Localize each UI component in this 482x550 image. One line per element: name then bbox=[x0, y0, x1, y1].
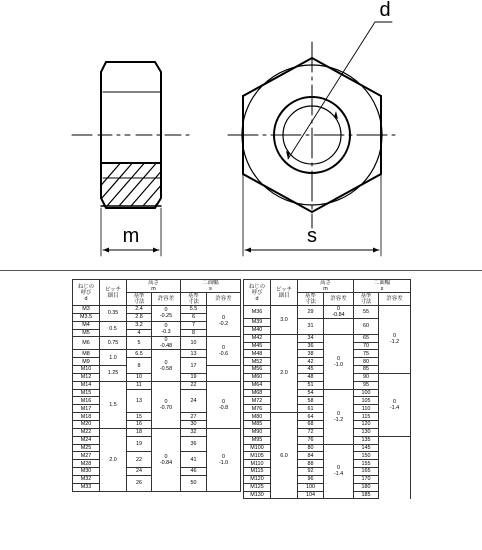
thread-name: M33 bbox=[73, 483, 100, 491]
m-base: 80 bbox=[298, 444, 324, 452]
m-base: 45 bbox=[298, 366, 324, 374]
thread-name: M18 bbox=[73, 413, 100, 421]
m-tol: 0 -0.84 bbox=[324, 306, 354, 319]
s-tol: 0 -1.0 bbox=[207, 428, 241, 491]
s-base: 6 bbox=[181, 313, 207, 321]
pitch-cell: 0.75 bbox=[100, 337, 127, 350]
s-base: 80 bbox=[354, 358, 379, 366]
thread-name: M105 bbox=[244, 452, 271, 460]
s-base: 170 bbox=[354, 475, 379, 483]
thread-name: M14 bbox=[73, 381, 100, 389]
m-base: 6.5 bbox=[127, 350, 152, 358]
thread-name: M22 bbox=[73, 428, 100, 436]
s-base: 70 bbox=[354, 342, 379, 350]
m-base: 58 bbox=[298, 397, 324, 405]
s-base: 27 bbox=[181, 413, 207, 421]
m-base: 64 bbox=[298, 413, 324, 421]
thread-name: M3.5 bbox=[73, 313, 100, 321]
m-tol: 0 -0.25 bbox=[152, 306, 181, 322]
m-tol: 0 -0.70 bbox=[152, 381, 181, 428]
thread-name: M39 bbox=[244, 319, 271, 327]
thread-name: M9 bbox=[73, 358, 100, 366]
section-divider bbox=[0, 270, 482, 271]
thread-name: M4 bbox=[73, 321, 100, 329]
s-base: 10 bbox=[181, 337, 207, 350]
s-tol: 0 -0.8 bbox=[207, 381, 241, 428]
header-m-tol: 許容差 bbox=[324, 293, 354, 306]
table-row bbox=[73, 381, 241, 389]
thread-name: M60 bbox=[244, 373, 271, 381]
m-base: 38 bbox=[298, 350, 324, 358]
s-base: 60 bbox=[354, 319, 379, 335]
thread-name: M12 bbox=[73, 373, 100, 381]
m-base: 92 bbox=[298, 468, 324, 476]
s-tol: 0 -1.2 bbox=[379, 306, 411, 374]
m-base: 72 bbox=[298, 428, 324, 436]
pitch-cell: 1.5 bbox=[100, 381, 127, 428]
thread-name: M68 bbox=[244, 389, 271, 397]
s-base: 135 bbox=[354, 436, 379, 444]
header-pitch: ピッチ 細目 bbox=[271, 280, 298, 306]
s-base: 24 bbox=[181, 389, 207, 413]
table-row bbox=[73, 306, 241, 314]
header-s-tol: 許容差 bbox=[207, 293, 241, 306]
thread-name: M130 bbox=[244, 491, 271, 499]
m-base: 31 bbox=[298, 319, 324, 335]
thread-name: M42 bbox=[244, 334, 271, 342]
s-base: 165 bbox=[354, 468, 379, 476]
m-base: 16 bbox=[127, 420, 152, 428]
s-base: 8 bbox=[181, 329, 207, 337]
thread-name: M6 bbox=[73, 337, 100, 350]
thread-name: M95 bbox=[244, 436, 271, 444]
m-tol: 0 -1.0 bbox=[324, 334, 354, 389]
m-base: 5 bbox=[127, 337, 152, 350]
pitch-cell: 1.0 bbox=[100, 350, 127, 366]
s-base: 36 bbox=[181, 436, 207, 452]
s-base: 150 bbox=[354, 452, 379, 460]
s-base: 100 bbox=[354, 389, 379, 397]
m-tol: 0 -0.58 bbox=[152, 350, 181, 381]
m-base: 2.4 bbox=[127, 306, 152, 314]
s-base: 180 bbox=[354, 483, 379, 491]
pitch-cell: 0.5 bbox=[100, 321, 127, 337]
m-base: 18 bbox=[127, 428, 152, 436]
thread-name: M125 bbox=[244, 483, 271, 491]
s-base: 130 bbox=[354, 428, 379, 436]
m-base: 68 bbox=[298, 420, 324, 428]
m-base: 88 bbox=[298, 460, 324, 468]
m-base: 8 bbox=[127, 358, 152, 374]
s-base: 13 bbox=[181, 350, 207, 358]
m-tol bbox=[324, 319, 354, 335]
m-base: 3.2 bbox=[127, 321, 152, 329]
thread-name: M120 bbox=[244, 475, 271, 483]
m-base: 2.8 bbox=[127, 313, 152, 321]
header-m-base: 基準 寸法 bbox=[127, 293, 152, 306]
s-base: 110 bbox=[354, 405, 379, 413]
thread-name: M10 bbox=[73, 366, 100, 374]
thread-name: M48 bbox=[244, 350, 271, 358]
m-base: 48 bbox=[298, 373, 324, 381]
header-height: 高さ m bbox=[127, 280, 181, 293]
thread-name: M20 bbox=[73, 420, 100, 428]
s-base: 75 bbox=[354, 350, 379, 358]
m-tol: 0 -1.4 bbox=[324, 444, 354, 499]
thread-name: M80 bbox=[244, 413, 271, 421]
table-row bbox=[244, 444, 411, 452]
header-width: 二面幅 s bbox=[181, 280, 241, 293]
thread-name: M115 bbox=[244, 468, 271, 476]
hex-nut-drawing bbox=[0, 0, 482, 270]
m-base: 34 bbox=[298, 334, 324, 342]
header-m-tol: 許容差 bbox=[152, 293, 181, 306]
thread-name: M72 bbox=[244, 397, 271, 405]
label-d: d bbox=[379, 0, 391, 21]
thread-name: M100 bbox=[244, 444, 271, 452]
s-base: 22 bbox=[181, 381, 207, 389]
m-base: 13 bbox=[127, 389, 152, 413]
thread-name: M64 bbox=[244, 381, 271, 389]
s-base: 55 bbox=[354, 306, 379, 319]
m-base: 61 bbox=[298, 405, 324, 413]
thread-name: M30 bbox=[73, 468, 100, 476]
m-tol: 0 -0.84 bbox=[152, 428, 181, 491]
m-base: 54 bbox=[298, 389, 324, 397]
s-base: 32 bbox=[181, 428, 207, 436]
m-base: 4 bbox=[127, 329, 152, 337]
m-base: 51 bbox=[298, 381, 324, 389]
thread-name: M3 bbox=[73, 306, 100, 314]
s-base: 145 bbox=[354, 444, 379, 452]
pitch-cell: 2.0 bbox=[271, 334, 298, 412]
s-base: 5.5 bbox=[181, 306, 207, 314]
thread-name: M17 bbox=[73, 405, 100, 413]
thread-name: M24 bbox=[73, 436, 100, 444]
s-base: 65 bbox=[354, 334, 379, 342]
pitch-cell: 3.0 bbox=[271, 306, 298, 335]
m-base: 36 bbox=[298, 342, 324, 350]
table-row bbox=[73, 428, 241, 436]
header-s-base: 基準 寸法 bbox=[181, 293, 207, 306]
thread-name: M110 bbox=[244, 460, 271, 468]
thread-name: M28 bbox=[73, 460, 100, 468]
s-base: 30 bbox=[181, 420, 207, 428]
header-m-base: 基準 寸法 bbox=[298, 293, 324, 306]
thread-name: M27 bbox=[73, 452, 100, 460]
s-base: 105 bbox=[354, 397, 379, 405]
s-base: 120 bbox=[354, 420, 379, 428]
m-base: 100 bbox=[298, 483, 324, 491]
spec-table-right bbox=[243, 279, 411, 499]
s-base: 41 bbox=[181, 452, 207, 468]
pitch-cell: 0.35 bbox=[100, 306, 127, 322]
thread-name: M90 bbox=[244, 428, 271, 436]
m-base: 24 bbox=[127, 468, 152, 476]
s-tol: 0 -0.6 bbox=[207, 337, 241, 366]
m-tol: 0 -1.2 bbox=[324, 389, 354, 444]
header-s-base: 基準 寸法 bbox=[354, 293, 379, 306]
s-base: 7 bbox=[181, 321, 207, 329]
nut-front-view bbox=[228, 22, 395, 256]
header-thread-name: ねじの 呼び d bbox=[73, 280, 100, 306]
label-s: s bbox=[307, 225, 317, 247]
thread-name: M8 bbox=[73, 350, 100, 358]
thread-name: M56 bbox=[244, 366, 271, 374]
header-thread-name: ねじの 呼び d bbox=[244, 280, 271, 306]
thread-name: M52 bbox=[244, 358, 271, 366]
pitch-cell: 6.0 bbox=[271, 413, 298, 499]
m-base: 26 bbox=[127, 475, 152, 491]
pitch-cell: 1.25 bbox=[100, 366, 127, 382]
s-base: 90 bbox=[354, 373, 379, 381]
m-base: 19 bbox=[127, 436, 152, 452]
s-base: 155 bbox=[354, 460, 379, 468]
s-base: 50 bbox=[181, 475, 207, 491]
thread-name: M5 bbox=[73, 329, 100, 337]
thread-name: M25 bbox=[73, 444, 100, 452]
m-base: 11 bbox=[127, 381, 152, 389]
header-height: 高さ m bbox=[298, 280, 354, 293]
header-width: 二面幅 s bbox=[354, 280, 411, 293]
s-base: 17 bbox=[181, 358, 207, 374]
m-base: 42 bbox=[298, 358, 324, 366]
s-base: 95 bbox=[354, 381, 379, 389]
spec-table-left bbox=[72, 279, 241, 492]
s-tol: 0 -0.2 bbox=[207, 306, 241, 337]
s-base: 185 bbox=[354, 491, 379, 499]
header-pitch: ピッチ 細目 bbox=[100, 280, 127, 306]
thread-name: M32 bbox=[73, 475, 100, 483]
pitch-cell: 2.0 bbox=[100, 428, 127, 491]
thread-name: M45 bbox=[244, 342, 271, 350]
label-m: m bbox=[122, 225, 140, 247]
header-s-tol: 許容差 bbox=[379, 293, 411, 306]
thread-name: M16 bbox=[73, 397, 100, 405]
m-base: 22 bbox=[127, 452, 152, 468]
thread-name: M76 bbox=[244, 405, 271, 413]
thread-name: M15 bbox=[73, 389, 100, 397]
m-base: 76 bbox=[298, 436, 324, 444]
s-tol: 0 -1.4 bbox=[379, 373, 411, 436]
thread-name: M40 bbox=[244, 326, 271, 334]
thread-name: M36 bbox=[244, 306, 271, 319]
m-tol: 0 -0.48 bbox=[152, 337, 181, 350]
s-base: 85 bbox=[354, 366, 379, 374]
m-tol: 0 -0.3 bbox=[152, 321, 181, 337]
m-base: 15 bbox=[127, 413, 152, 421]
m-base: 29 bbox=[298, 306, 324, 319]
m-base: 84 bbox=[298, 452, 324, 460]
m-base: 10 bbox=[127, 373, 152, 381]
s-base: 115 bbox=[354, 413, 379, 421]
m-base: 104 bbox=[298, 491, 324, 499]
s-base: 19 bbox=[181, 373, 207, 381]
m-base: 96 bbox=[298, 475, 324, 483]
s-base: 46 bbox=[181, 468, 207, 476]
thread-name: M85 bbox=[244, 420, 271, 428]
